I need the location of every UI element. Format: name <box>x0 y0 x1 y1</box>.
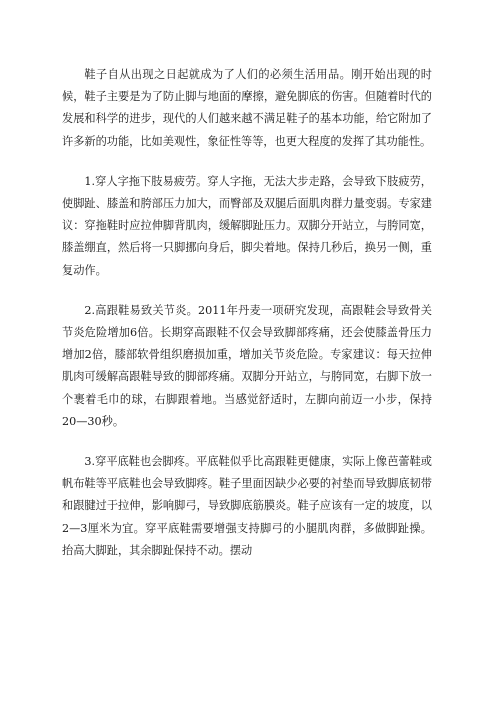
intro-paragraph: 鞋子自从出现之日起就成为了人们的必须生活用品。刚开始出现的时候，鞋子主要是为了防止脚与地面的摩擦，避免脚底的伤害。但随着时代的发展和科学的进步，现代的人们越来越不满足鞋子的基本功能，给它附加了许多新的功能，比如美观性，象征性等等，也更大程度的发挥了其功能性。 <box>62 68 432 148</box>
paragraph-high-heels: 2.高跟鞋易致关节炎。2011年丹麦一项研究发现，高跟鞋会导致骨关节炎危险增加6倍。长期穿高跟鞋不仅会导致脚部疼痛，还会使膝盖骨压力增加2倍，膝部软骨组织磨损加重，增加关节炎危险。专家建议：每天拉伸肌肉可缓解高跟鞋导致的脚部疼痛。双脚分开站立，与胯同宽，右脚下放一个裹着毛巾的球，右脚跟着地。当感觉舒适时，左脚向前迈一小步，保持20—30秒。 <box>62 303 432 428</box>
paragraph-flat-shoes: 3.穿平底鞋也会脚疼。平底鞋似乎比高跟鞋更健康，实际上像芭蕾鞋或帆布鞋等平底鞋也会导致脚疼。鞋子里面因缺少必要的衬垫而导致脚底韧带和跟腱过于拉伸，影响脚弓，导致脚底筋膜炎。鞋子应该有一定的坡度，以2—3厘米为宜。穿平底鞋需要增强支持脚弓的小腿肌肉群，多做脚趾操。抬高大脚趾，其余脚趾保持不动。摆动 <box>62 455 432 557</box>
document-body <box>62 64 432 580</box>
paragraph-flip-flops: 1.穿人字拖下肢易疲劳。穿人字拖，无法大步走路，会导致下肢疲劳，使脚趾、膝盖和胯部压力加大，而臀部及双腿后面肌肉群力量变弱。专家建议：穿拖鞋时应拉伸脚背肌肉，缓解脚趾压力。双脚分开站立，与胯同宽，膝盖绷直，然后将一只脚挪向身后，脚尖着地。保持几秒后，换另一侧，重复动作。 <box>62 174 432 277</box>
